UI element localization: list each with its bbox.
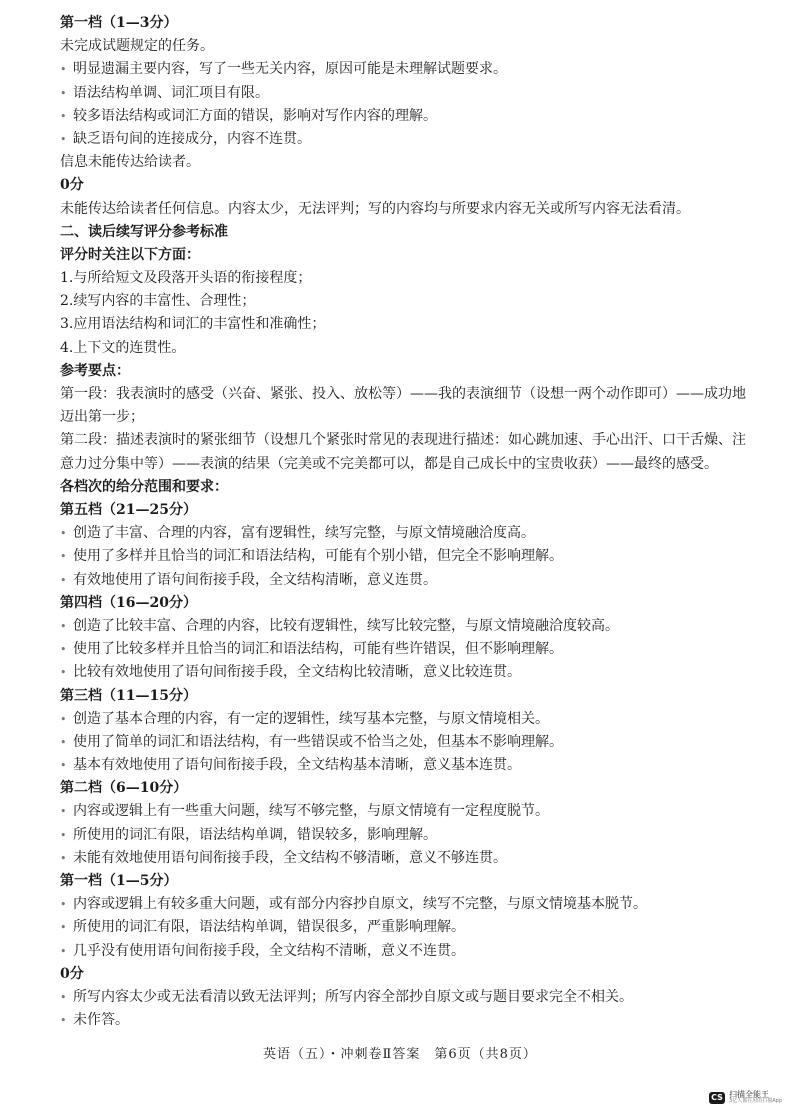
- bullet-item: • 未作答。: [60, 1009, 750, 1032]
- bullet-item: • 内容或逻辑上有一些重大问题，续写不够完整，与原文情境有一定程度脱节。: [60, 800, 750, 823]
- bullet-item: • 未能有效地使用语句间衔接手段，全文结构不够清晰，意义不够连贯。: [60, 847, 750, 870]
- document-body: [60, 12, 750, 1032]
- text-line: 1.与所给短文及段落开头语的衔接程度；: [60, 270, 312, 287]
- text-line: 信息未能传达给读者。: [60, 154, 200, 171]
- bullet-item: • 基本有效地使用了语句间衔接手段，全文结构基本清晰，意义基本连贯。: [60, 754, 750, 777]
- section-heading: 第四档（16—20分）: [60, 594, 197, 611]
- section-heading: 0分: [60, 965, 84, 982]
- text-line: 2.续写内容的丰富性、合理性；: [60, 293, 256, 310]
- bullet-item: • 创造了基本合理的内容，有一定的逻辑性，续写基本完整，与原文情境相关。: [60, 708, 750, 731]
- watermark-subtitle: 3亿人都在用的扫描App: [729, 1098, 782, 1104]
- section-heading: 第二档（6—10分）: [60, 780, 188, 797]
- text-line: 第一段：我表演时的感受（兴奋、紧张、投入、放松等）——我的表演细节（设想一两个动作即可）——成功地迈出第一步；: [60, 386, 746, 426]
- bullet-item: • 有效地使用了语句间衔接手段，全文结构清晰，意义连贯。: [60, 569, 750, 592]
- page-footer: 英语（五）・冲刺卷Ⅱ答案 第6页（共8页）: [263, 1047, 537, 1062]
- text-line: 未能传达给读者任何信息。内容太少，无法评判；写的内容均与所要求内容无关或所写内容无法看清。: [60, 200, 690, 217]
- bullet-item: • 使用了简单的词汇和语法结构，有一些错误或不恰当之处，但基本不影响理解。: [60, 731, 750, 754]
- text-line: 3.应用语法结构和词汇的丰富性和准确性；: [60, 316, 326, 333]
- bullet-item: • 所使用的词汇有限，语法结构单调，错误很多，严重影响理解。: [60, 916, 750, 939]
- text-line: 未完成试题规定的任务。: [60, 38, 214, 55]
- bullet-item: • 使用了比较多样并且恰当的词汇和语法结构，可能有些许错误，但不影响理解。: [60, 638, 750, 661]
- watermark-title: 扫描全能王: [729, 1090, 770, 1099]
- section-heading: 各档次的给分范围和要求：: [60, 478, 228, 495]
- text-line: 第二段：描述表演时的紧张细节（设想几个紧张时常见的表现进行描述：如心跳加速、手心出汗、口干舌燥、注意力过分集中等）——表演的结果（完美或不完美都可以，都是自己成长中的宝贵收获）——最终的感受。: [60, 432, 746, 472]
- bullet-item: • 所使用的词汇有限，语法结构单调，错误较多，影响理解。: [60, 824, 750, 847]
- section-heading: 第三档（11—15分）: [60, 687, 197, 704]
- bullet-item: • 明显遗漏主要内容，写了一些无关内容，原因可能是未理解试题要求。: [60, 58, 750, 81]
- bullet-item: • 所写内容太少或无法看清以致无法评判；所写内容全部抄自原文或与题目要求完全不相关。: [60, 986, 750, 1009]
- bullet-item: • 缺乏语句间的连接成分，内容不连贯。: [60, 128, 750, 151]
- section-heading: 评分时关注以下方面：: [60, 246, 200, 263]
- section-heading: 0分: [60, 177, 84, 194]
- bullet-item: • 创造了比较丰富、合理的内容，比较有逻辑性，续写比较完整，与原文情境融洽度较高。: [60, 615, 750, 638]
- text-line: 4.上下文的连贯性。: [60, 339, 186, 356]
- bullet-item: • 较多语法结构或词汇方面的错误，影响对写作内容的理解。: [60, 105, 750, 128]
- bullet-item: • 使用了多样并且恰当的词汇和语法结构，可能有个别小错，但完全不影响理解。: [60, 545, 750, 568]
- section-heading: 参考要点：: [60, 362, 130, 379]
- bullet-item: • 内容或逻辑上有较多重大问题，或有部分内容抄自原文，续写不完整，与原文情境基本脱节。: [60, 893, 750, 916]
- bullet-item: • 比较有效地使用了语句间衔接手段，全文结构比较清晰，意义比较连贯。: [60, 661, 750, 684]
- bullet-item: • 语法结构单调、词汇项目有限。: [60, 82, 750, 105]
- section-heading: 二、读后续写评分参考标准: [60, 223, 228, 240]
- bullet-item: • 几乎没有使用语句间衔接手段，全文结构不清晰，意义不连贯。: [60, 940, 750, 963]
- bullet-item: • 创造了丰富、合理的内容，富有逻辑性，续写完整，与原文情境融洽度高。: [60, 522, 750, 545]
- document-page: [60, 12, 750, 1032]
- section-heading: 第一档（1—3分）: [60, 15, 178, 31]
- section-heading: 第五档（21—25分）: [60, 502, 197, 518]
- camscanner-logo-icon: CS: [709, 1092, 725, 1104]
- section-heading: 第一档（1—5分）: [60, 873, 178, 889]
- scanner-watermark: [709, 1091, 782, 1104]
